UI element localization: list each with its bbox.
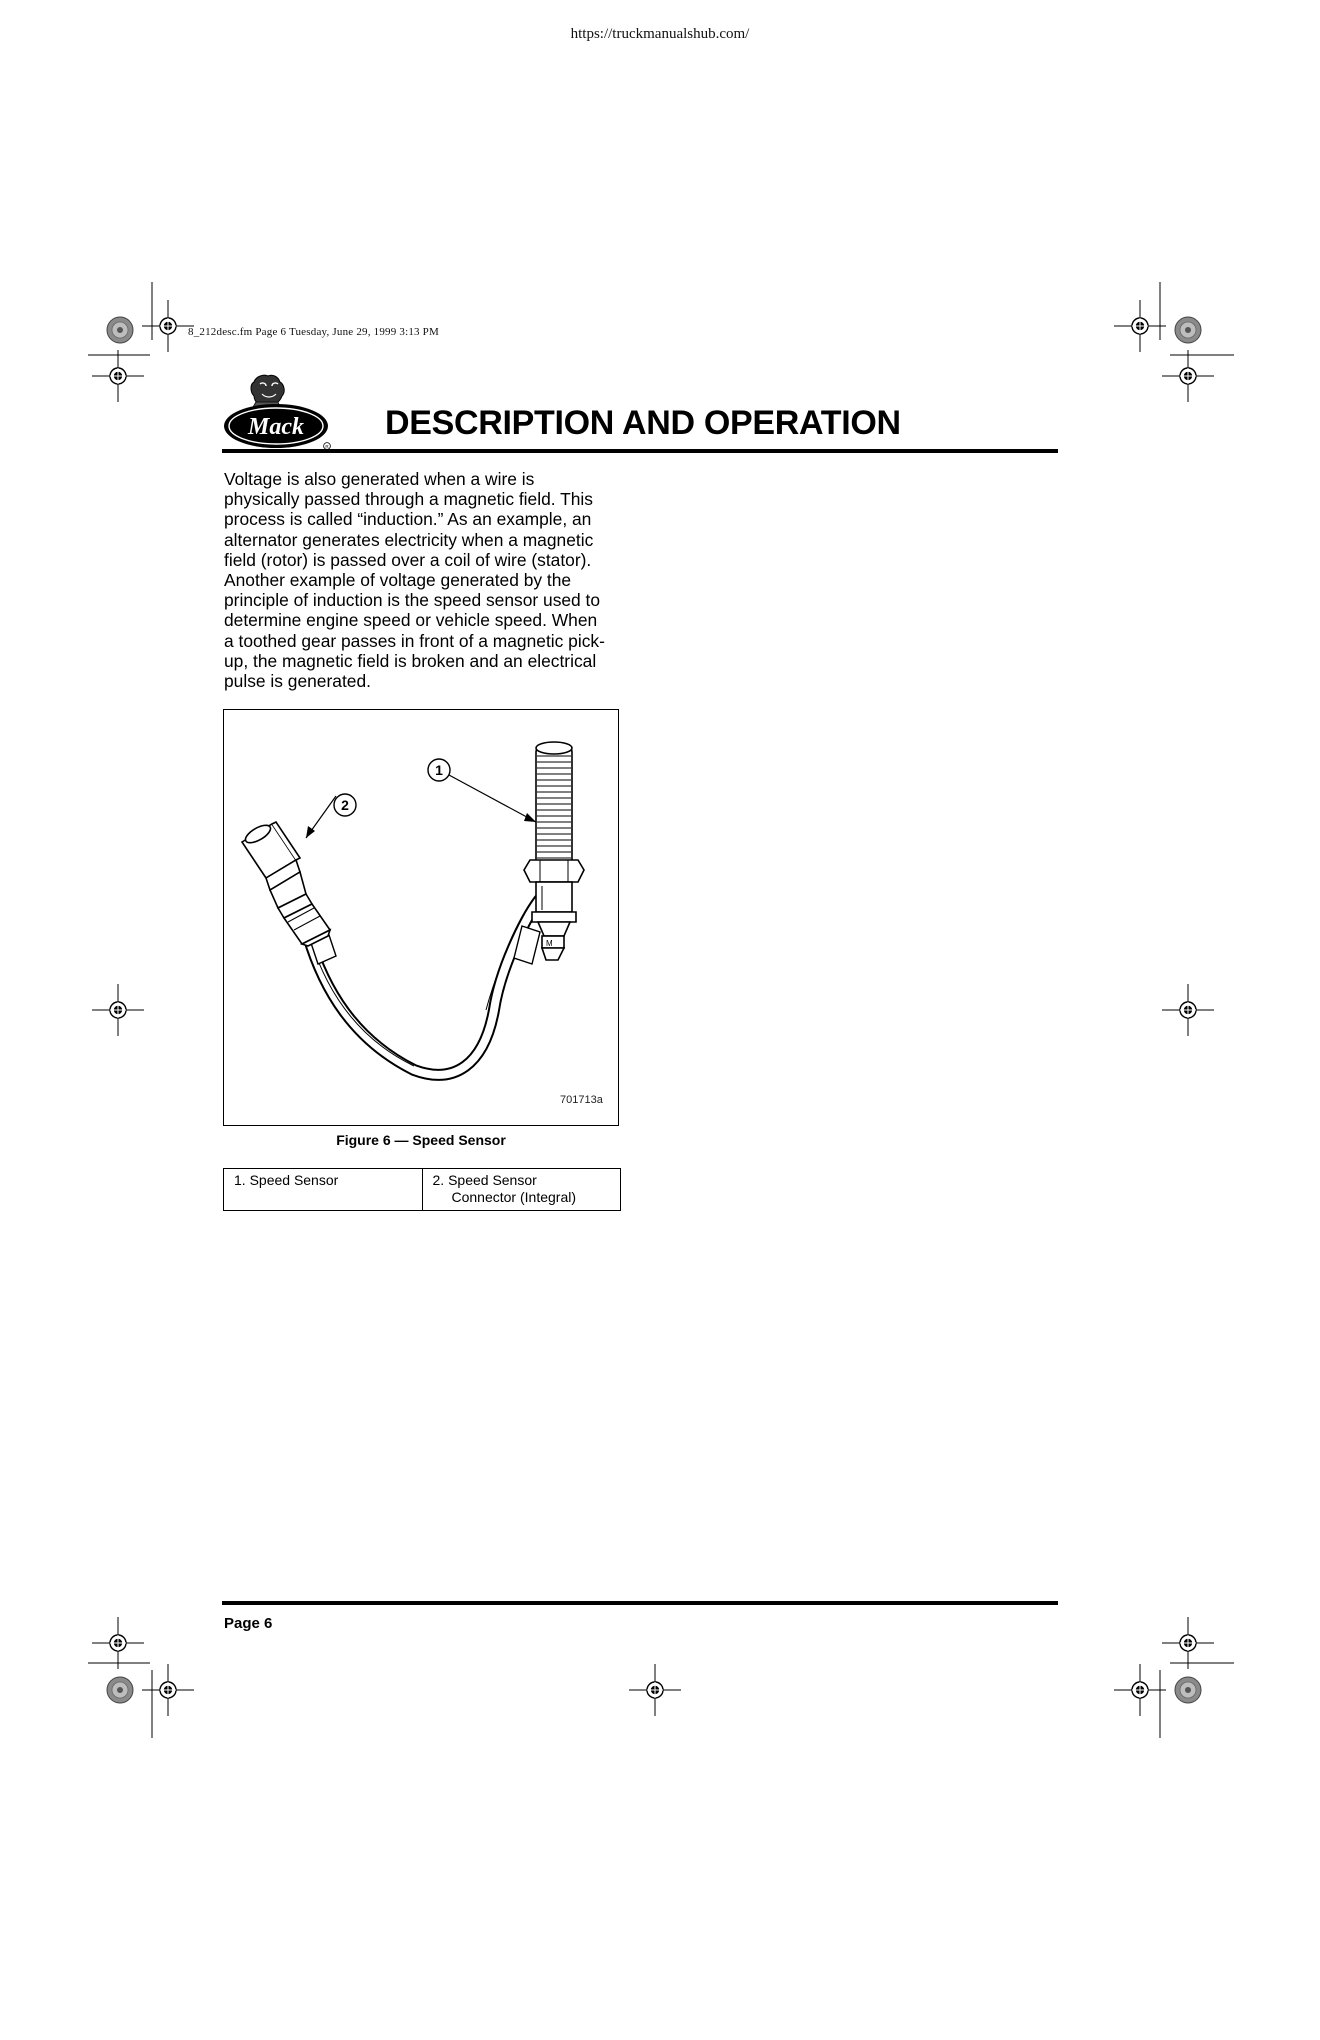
svg-text:2: 2 xyxy=(341,797,349,813)
speed-sensor-illustration xyxy=(224,710,617,1124)
footer-rule xyxy=(222,1601,1058,1605)
figure-caption: Figure 6 — Speed Sensor xyxy=(336,1132,506,1148)
figure-id: 701713a xyxy=(560,1094,603,1106)
svg-text:M: M xyxy=(546,939,553,948)
svg-text:Mack: Mack xyxy=(248,414,304,440)
body-line: Voltage is also generated when a wire is xyxy=(224,469,535,489)
page-number: Page 6 xyxy=(224,1615,273,1632)
legend-item-2 xyxy=(422,1169,621,1211)
table-row xyxy=(224,1169,621,1211)
mack-logo xyxy=(220,372,340,454)
speed-sensor xyxy=(524,742,584,960)
legend-item-2-line1: 2. Speed Sensor xyxy=(432,1172,537,1188)
svg-text:R: R xyxy=(325,444,329,449)
sensor-connector xyxy=(242,822,330,946)
legend-item-1: 1. Speed Sensor xyxy=(224,1169,423,1211)
body-line: determine engine speed or vehicle speed. When xyxy=(224,610,598,631)
callout-2 xyxy=(334,794,356,816)
body-line: physically passed through a magnetic field. This xyxy=(224,489,593,510)
legend-table xyxy=(223,1168,621,1211)
body-line: pulse is generated. xyxy=(224,671,371,692)
figure-frame xyxy=(223,709,619,1126)
body-paragraph xyxy=(224,469,634,691)
svg-text:1: 1 xyxy=(435,762,443,778)
legend-item-2-line2: Connector (Integral) xyxy=(451,1189,577,1205)
body-line: Another example of voltage generated by the xyxy=(224,570,572,591)
body-line: up, the magnetic field is broken and an electrical xyxy=(224,650,597,671)
callout-1 xyxy=(428,759,450,781)
body-line: process is called “induction.” As an example, an xyxy=(224,509,592,530)
body-line: a toothed gear passes in front of a magnetic pick- xyxy=(224,630,605,651)
page-title: DESCRIPTION AND OPERATION xyxy=(385,404,901,442)
file-info: 8_212desc.fm Page 6 Tuesday, June 29, 1999 3:13 PM xyxy=(188,326,439,338)
body-line: principle of induction is the speed sensor used to xyxy=(224,590,601,611)
body-line: alternator generates electricity when a magnetic xyxy=(224,529,594,550)
source-url: https://truckmanualshub.com/ xyxy=(570,26,750,42)
body-line: field (rotor) is passed over a coil of wire (stator). xyxy=(224,549,592,570)
header-rule xyxy=(222,449,1058,453)
